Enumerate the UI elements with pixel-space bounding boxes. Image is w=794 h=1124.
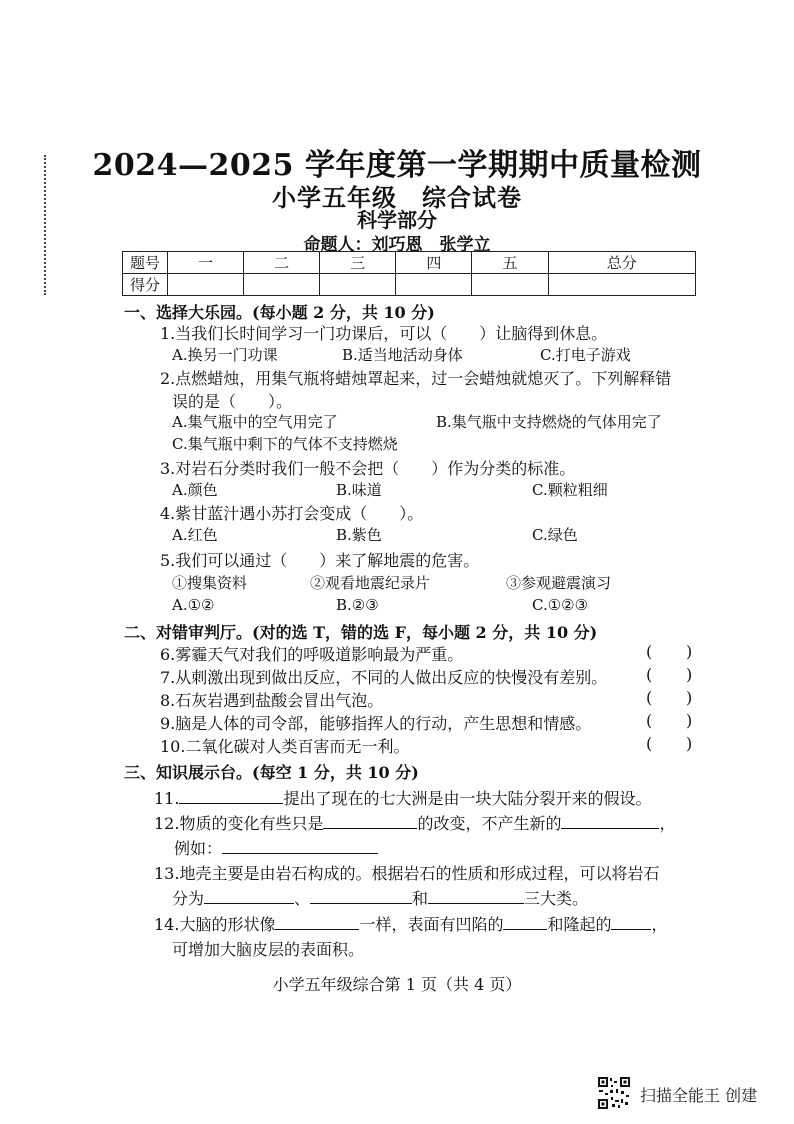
question-14-line1	[154, 912, 668, 935]
question-13-line1: 13.地壳主要是由岩石构成的。根据岩石的性质和形成过程，可以将岩石	[154, 864, 660, 883]
question-text: 14.大脑的形状像	[154, 915, 276, 934]
question-text: 例如：	[174, 839, 223, 858]
fill-blank[interactable]	[204, 889, 294, 904]
question-text: 12.物质的变化有些只是	[154, 814, 324, 833]
option: A.换另一门功课	[172, 346, 278, 364]
fill-blank[interactable]	[222, 839, 378, 854]
option: A.①②	[172, 596, 215, 614]
fill-blank[interactable]	[503, 915, 547, 930]
question-14-line2: 可增加大脑皮层的表面积。	[172, 940, 365, 959]
fill-blank[interactable]	[323, 814, 417, 829]
score-cell: 四	[396, 252, 472, 274]
question-text: 和隆起的	[547, 915, 612, 934]
score-cell: 三	[320, 252, 396, 274]
option: A.集气瓶中的空气用完了	[172, 413, 338, 431]
option: B.②③	[336, 596, 379, 614]
q5-item: ③参观避震演习	[506, 574, 612, 592]
answer-paren-close: )	[686, 688, 693, 707]
option: A.颜色	[172, 481, 218, 499]
exam-title: 2024—2025 学年度第一学期期中质量检测	[92, 148, 702, 183]
question-12-line1	[154, 811, 675, 834]
question-12-line2	[174, 836, 378, 859]
fill-blank[interactable]	[179, 789, 283, 804]
option: B.味道	[336, 481, 382, 499]
exam-part: 科学部分	[357, 208, 437, 232]
option: C.颗粒粗细	[532, 481, 608, 499]
page-footer: 小学五年级综合第 1 页（共 4 页）	[272, 975, 522, 994]
score-input-cell[interactable]	[168, 274, 244, 296]
fill-blank[interactable]	[275, 915, 359, 930]
question-text: 和	[412, 889, 429, 908]
judge-item-8: 8.石灰岩遇到盐酸会冒出气泡。	[160, 691, 384, 710]
answer-paren-close: )	[686, 734, 693, 753]
judge-item-6: 6.雾霾天气对我们的呼吸道影响最为严重。	[160, 645, 464, 664]
option: C.集气瓶中剩下的气体不支持燃烧	[172, 435, 398, 453]
score-table-header-row	[123, 252, 696, 274]
answer-paren-close: )	[686, 711, 693, 730]
question-text: 的改变，不产生新的	[417, 814, 562, 833]
option: C.绿色	[532, 526, 578, 544]
judge-item-10: 10.二氧化碳对人类百害而无一利。	[160, 737, 410, 756]
question-2-line1: 2.点燃蜡烛，用集气瓶将蜡烛罩起来，过一会蜡烛就熄灭了。下列解释错	[160, 369, 672, 388]
question-3: 3.对岩石分类时我们一般不会把（ ）作为分类的标准。	[160, 459, 576, 478]
score-input-cell[interactable]	[320, 274, 396, 296]
section3-heading: 三、知识展示台。(每空 1 分，共 10 分)	[124, 763, 419, 782]
judge-item-7: 7.从刺激出现到做出反应，不同的人做出反应的快慢没有差别。	[160, 668, 608, 687]
answer-paren-close: )	[686, 642, 693, 661]
question-13-line2	[172, 886, 588, 909]
option: A.红色	[172, 526, 218, 544]
fill-blank[interactable]	[310, 889, 412, 904]
score-input-cell[interactable]	[548, 274, 695, 296]
question-2-line2: 误的是（ ）。	[172, 392, 293, 411]
option: C.打电子游戏	[540, 346, 631, 364]
question-1: 1.当我们长时间学习一门功课后，可以（ ）让脑得到休息。	[160, 324, 608, 343]
fill-blank[interactable]	[611, 915, 651, 930]
question-text: 提出了现在的七大洲是由一块大陆分裂开来的假设。	[283, 789, 652, 808]
scanner-watermark: 扫描全能王 创建	[640, 1086, 758, 1105]
question-11	[154, 786, 651, 809]
question-4: 4.紫甘蓝汁遇小苏打会变成（ ）。	[160, 504, 424, 523]
qr-code-icon	[597, 1076, 631, 1110]
question-text: ，	[659, 814, 676, 833]
question-text: 三大类。	[524, 889, 589, 908]
question-text: 、	[294, 889, 311, 908]
judge-item-9: 9.脑是人体的司令部，能够指挥人的行动，产生思想和情感。	[160, 714, 592, 733]
question-5: 5.我们可以通过（ ）来了解地震的危害。	[160, 551, 480, 570]
answer-paren-close: )	[686, 665, 693, 684]
answer-paren-open[interactable]: (	[646, 665, 653, 684]
score-cell: 一	[168, 252, 244, 274]
option: C.①②③	[532, 596, 589, 614]
answer-paren-open[interactable]: (	[646, 688, 653, 707]
question-text: ，	[651, 915, 668, 934]
score-label: 得分	[123, 274, 168, 296]
exam-subtitle: 小学五年级 综合试卷	[272, 183, 522, 212]
q5-item: ①搜集资料	[172, 574, 248, 592]
score-cell: 总分	[548, 252, 695, 274]
score-table-score-row	[123, 274, 696, 296]
question-text: 分为	[172, 889, 205, 908]
score-input-cell[interactable]	[244, 274, 320, 296]
score-input-cell[interactable]	[472, 274, 548, 296]
score-cell: 题号	[123, 252, 168, 274]
option: B.适当地活动身体	[342, 346, 463, 364]
score-input-cell[interactable]	[396, 274, 472, 296]
section1-heading: 一、选择大乐园。(每小题 2 分，共 10 分)	[124, 303, 435, 322]
answer-paren-open[interactable]: (	[646, 734, 653, 753]
q5-item: ②观看地震纪录片	[310, 574, 431, 592]
score-table	[122, 251, 696, 296]
fill-blank[interactable]	[428, 889, 524, 904]
option: B.集气瓶中支持燃烧的气体用完了	[436, 413, 662, 431]
score-cell: 二	[244, 252, 320, 274]
question-number: 11.	[154, 789, 180, 808]
exam-authors: 命题人：刘巧恩 张学立	[303, 235, 491, 255]
score-cell: 五	[472, 252, 548, 274]
answer-paren-open[interactable]: (	[646, 642, 653, 661]
section2-heading: 二、对错审判厅。(对的选 T，错的选 F，每小题 2 分，共 10 分)	[124, 623, 598, 642]
option: B.紫色	[336, 526, 382, 544]
fill-blank[interactable]	[561, 814, 659, 829]
question-text: 一样，表面有凹陷的	[359, 915, 504, 934]
answer-paren-open[interactable]: (	[646, 711, 653, 730]
